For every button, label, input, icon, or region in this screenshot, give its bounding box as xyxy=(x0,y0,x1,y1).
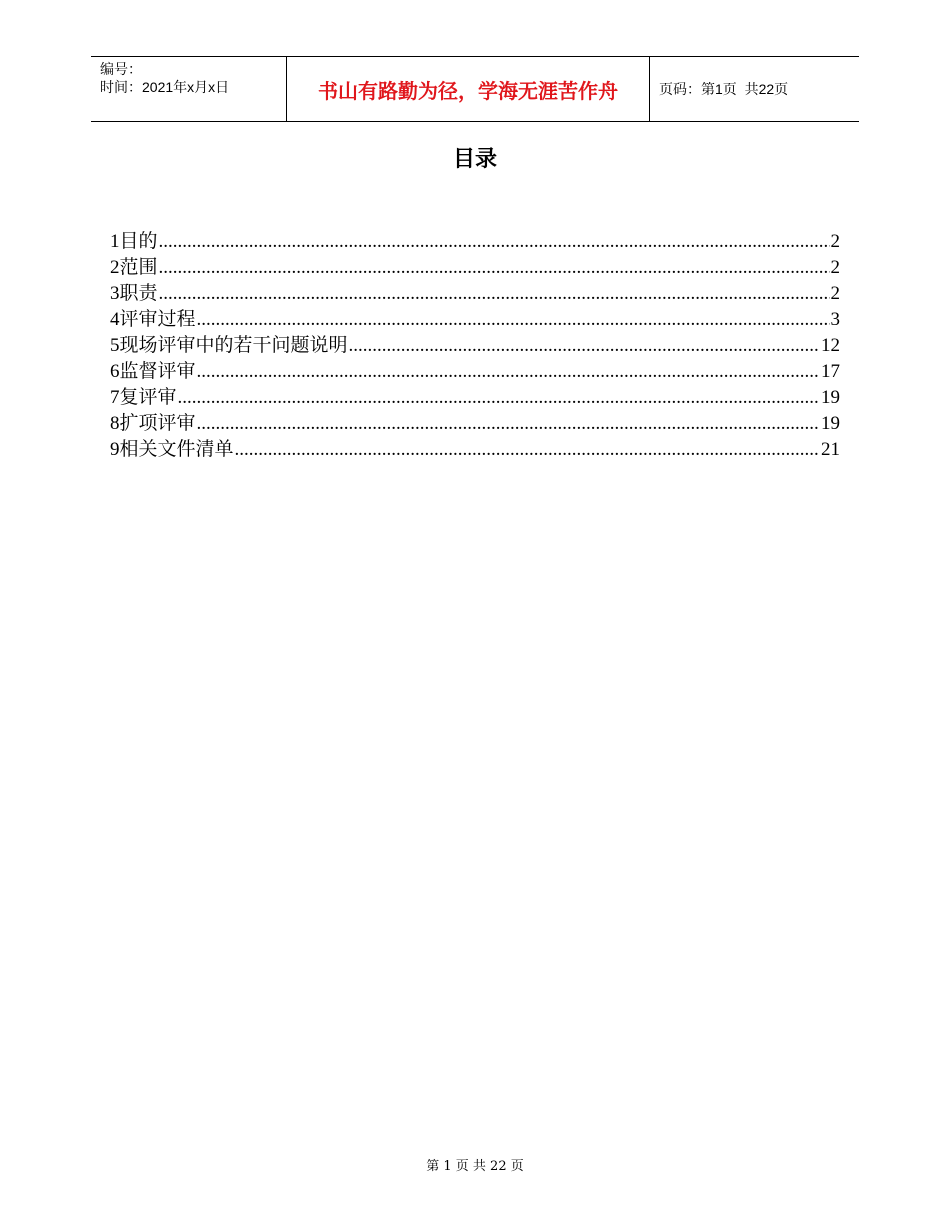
header-page-label: 页码：第1页 共22页 xyxy=(659,81,789,97)
toc-dot-leader xyxy=(197,411,820,437)
toc-entry-number: 3 xyxy=(110,283,120,304)
toc-entry-page: 19 xyxy=(821,387,840,408)
toc-entry-page: 2 xyxy=(830,257,840,278)
toc-dot-leader xyxy=(178,385,820,411)
toc-entry-page: 12 xyxy=(821,335,840,356)
toc-entry-label: 职责 xyxy=(119,283,158,304)
toc-entry[interactable] xyxy=(110,229,840,255)
header-motto-cell xyxy=(287,57,650,121)
toc-title: 目录 xyxy=(452,147,497,172)
toc-dot-leader xyxy=(159,255,830,281)
toc-entry-label: 复评审 xyxy=(119,387,177,408)
document-number-label: 编号： xyxy=(100,61,142,77)
toc-dot-leader xyxy=(197,359,820,385)
toc-entry-number: 5 xyxy=(110,335,120,356)
toc-entry-label: 范围 xyxy=(119,257,158,278)
toc-entry-page: 21 xyxy=(821,439,840,460)
toc-entry[interactable] xyxy=(110,281,840,307)
toc-entry-number: 7 xyxy=(110,387,120,408)
toc-dot-leader xyxy=(159,229,830,255)
toc-entry-page: 17 xyxy=(821,361,840,382)
toc-entry-number: 2 xyxy=(110,257,120,278)
toc-entry[interactable] xyxy=(110,307,840,333)
page-header xyxy=(91,56,859,122)
toc-entry-label: 相关文件清单 xyxy=(119,439,234,460)
toc-dot-leader xyxy=(235,437,820,463)
toc-entry-page: 3 xyxy=(830,309,840,330)
toc-dot-leader xyxy=(197,307,830,333)
toc-entry-page: 19 xyxy=(821,413,840,434)
page-footer xyxy=(0,1155,950,1174)
toc-list xyxy=(110,229,840,463)
toc-entry[interactable] xyxy=(110,333,840,359)
toc-entry-label: 现场评审中的若干问题说明 xyxy=(119,335,348,356)
toc-entry-page: 2 xyxy=(830,283,840,304)
toc-entry[interactable] xyxy=(110,385,840,411)
toc-entry-number: 4 xyxy=(110,309,120,330)
toc-entry[interactable] xyxy=(110,255,840,281)
toc-entry-page: 2 xyxy=(830,231,840,252)
toc-entry-number: 6 xyxy=(110,361,120,382)
toc-entry[interactable] xyxy=(110,359,840,385)
toc-dot-leader xyxy=(159,281,830,307)
header-page-cell xyxy=(650,57,859,121)
toc-entry-number: 8 xyxy=(110,413,120,434)
document-date-label: 时间：2021年x月x日 xyxy=(100,79,230,95)
toc-entry-number: 1 xyxy=(110,231,120,252)
toc-entry-number: 9 xyxy=(110,439,120,460)
toc-entry-label: 目的 xyxy=(119,231,158,252)
toc-entry-label: 监督评审 xyxy=(119,361,196,382)
toc-entry[interactable] xyxy=(110,411,840,437)
toc-entry-label: 扩项评审 xyxy=(119,413,196,434)
header-motto: 书山有路勤为径，学海无涯苦作舟 xyxy=(318,78,618,103)
toc-entry-label: 评审过程 xyxy=(119,309,196,330)
toc-dot-leader xyxy=(349,333,820,359)
toc-entry[interactable] xyxy=(110,437,840,463)
footer-page-number: 第 1 页 共 22 页 xyxy=(426,1159,524,1174)
header-meta-cell xyxy=(91,57,287,121)
